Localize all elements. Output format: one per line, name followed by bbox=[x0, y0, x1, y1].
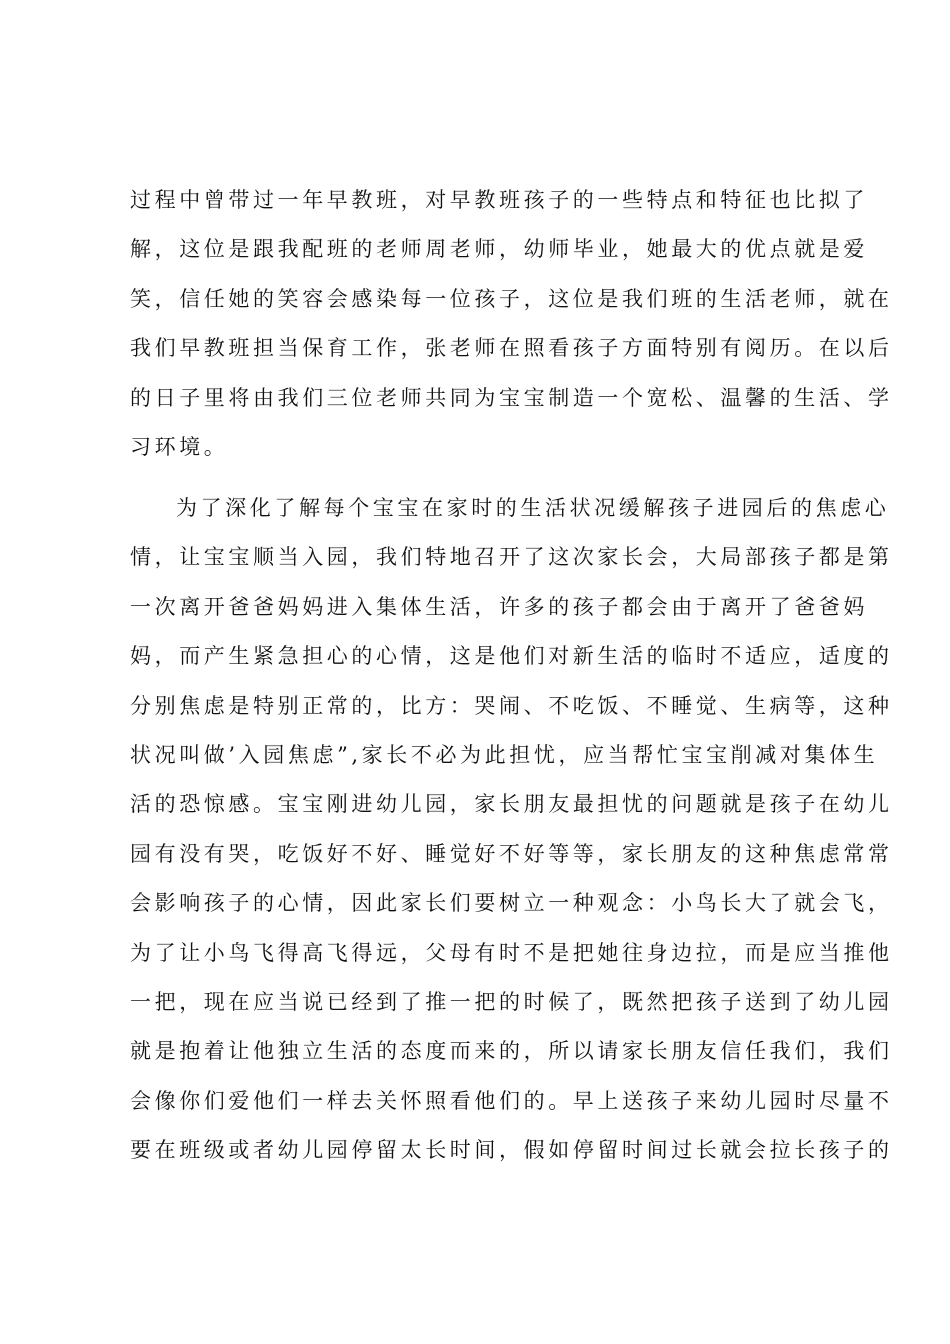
paragraph-line: 解，这位是跟我配班的老师周老师，幼师毕业，她最大的优点就是爱 bbox=[130, 237, 868, 262]
paragraph-line: 为了深化了解每个宝宝在家时的生活状况缓解孩子进园后的焦虑心 bbox=[176, 496, 890, 520]
paragraph-line: 妈，而产生紧急担心的心情，这是他们对新生活的临时不适应，适度的 bbox=[130, 644, 893, 669]
paragraph-line: 会影响孩子的心情，因此家长们要树立一种观念：小鸟长大了就会飞， bbox=[130, 891, 893, 916]
paragraph-line: 笑，信任她的笑容会感染每一位孩子，这位是我们班的生活老师，就在 bbox=[130, 286, 893, 311]
paragraph-line: 过程中曾带过一年早教班，对早教班孩子的一些特点和特征也比拟了 bbox=[130, 188, 868, 212]
paragraph-line: 的日子里将由我们三位老师共同为宝宝制造一个宽松、温馨的生活、学 bbox=[130, 385, 893, 410]
paragraph-line: 一把，现在应当说已经到了推一把的时候了，既然把孩子送到了幼儿园 bbox=[130, 989, 893, 1014]
paragraph-line: 会像你们爱他们一样去关怀照看他们的。早上送孩子来幼儿园时尽量不 bbox=[130, 1088, 893, 1113]
paragraph-line: 一次离开爸爸妈妈进入集体生活，许多的孩子都会由于离开了爸爸妈 bbox=[130, 594, 868, 619]
paragraph-line: 分别焦虑是特别正常的，比方：哭闹、不吃饭、不睡觉、生病等，这种 bbox=[130, 693, 893, 718]
paragraph-line: 要在班级或者幼儿园停留太长时间，假如停留时间过长就会拉长孩子的 bbox=[130, 1138, 893, 1163]
paragraph-line: 为了让小鸟飞得高飞得远，父母有时不是把她往身边拉，而是应当推他 bbox=[130, 940, 893, 965]
paragraph-line: 状况叫做’入园焦虑”,家长不必为此担忧，应当帮忙宝宝削减对集体生 bbox=[130, 742, 879, 767]
paragraph-line: 活的恐惊感。宝宝刚进幼儿园，家长朋友最担忧的问题就是孩子在幼儿 bbox=[130, 792, 893, 817]
paragraph-line: 就是抱着让他独立生活的态度而来的，所以请家长朋友信任我们，我们 bbox=[130, 1039, 893, 1064]
paragraph-line: 习环境。 bbox=[130, 434, 229, 459]
paragraph-1 bbox=[130, 176, 893, 472]
paragraph-line: 园有没有哭，吃饭好不好、睡觉好不好等等，家长朋友的这种焦虑常常 bbox=[130, 841, 893, 866]
paragraph-2 bbox=[130, 484, 893, 1175]
paragraph-line: 我们早教班担当保育工作，张老师在照看孩子方面特别有阅历。在以后 bbox=[130, 336, 893, 361]
paragraph-line: 情，让宝宝顺当入园，我们特地召开了这次家长会，大局部孩子都是第 bbox=[130, 545, 893, 570]
